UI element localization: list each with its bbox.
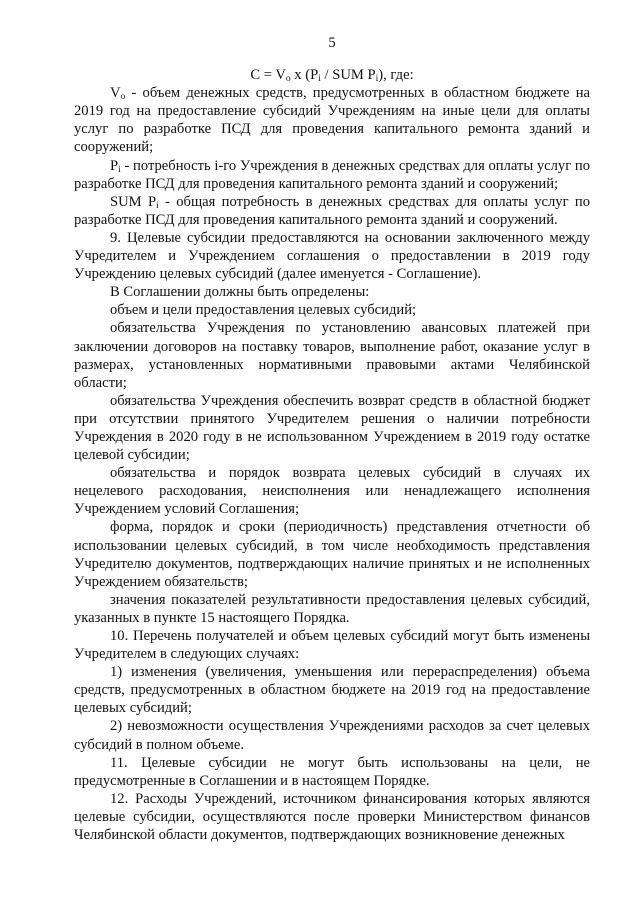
definition-sum: SUM $P_i$ - общая потребность в денежных средствах для оплаты услуг по разработке ПСД для проведения капитального ремонта зданий и сооружений. <box>74 193 590 228</box>
paragraph-9: 9. Целевые субсидии предоставляются на основании заключенного между Учредителем и Учреждением соглашения о предоставлении в 2019 году Учреждению целевых субсидий (далее именуется - Соглашение). <box>74 229 590 283</box>
paragraph-10-case-1: 1) изменения (увеличения, уменьшения или перераспределения) объема средств, предусмотренных в областном бюджете на 2019 год на предоставление целевых субсидий; <box>74 664 590 717</box>
definition-pi: $P_i$ - потребность i-го Учреждения в денежных средствах для оплаты услуг по разработке ПСД для проведения капитального ремонта зданий и сооружений; <box>74 157 590 192</box>
formula: $C = V_o$ х ($P_i$ / SUM $P_i$), где: <box>250 67 414 85</box>
paragraph-item-advance: обязательства Учреждения по установлению авансовых платежей при заключении договоров на поставку товаров, выполнение работ, оказание услуг в размерах, установленных нормативными правовыми актами Челябинской области; <box>74 320 590 391</box>
definition-vo: $V_o$ - объем денежных средств, предусмотренных в областном бюджете на 2019 год на предоставление субсидий Учреждениям на иные цели для оплаты услуг по разработке ПСД для проведения капитального ремонта зданий и сооружений; <box>74 85 590 156</box>
paragraph-agreement-intro: В Соглашении должны быть определены: <box>110 284 370 301</box>
paragraph-item-volume: объем и цели предоставления целевых субсидий; <box>110 302 417 319</box>
paragraph-item-indicators: значения показателей результативности предоставления целевых субсидий, указанных в пункте 15 настоящего Порядка. <box>74 591 590 626</box>
paragraph-item-return: обязательства Учреждения обеспечить возврат средств в областной бюджет при отсутствии принятого Учредителем решения о наличии потребности Учреждения в 2020 году в не использованном Учреждением в 2019 году остатке целевой субсидии; <box>74 392 590 464</box>
paragraph-11: 11. Целевые субсидии не могут быть использованы на цели, не предусмотренные в Соглашении и в настоящем Порядке. <box>74 754 590 789</box>
paragraph-item-refund-order: обязательства и порядок возврата целевых субсидий в случаях их нецелевого расходования, неисполнения или ненадлежащего исполнения Учреждением условий Соглашения; <box>74 465 590 518</box>
paragraph-10: 10. Перечень получателей и объем целевых субсидий могут быть изменены Учредителем в следующих случаях: <box>74 628 590 663</box>
page-number: 5 <box>328 35 336 51</box>
paragraph-12: 12. Расходы Учреждений, источником финансирования которых являются целевые субсидии, осуществляются после проверки Министерством финансов Челябинской области документов, подтверждающих возникновение денежных <box>74 790 590 844</box>
paragraph-10-case-2: 2) невозможности осуществления Учреждениями расходов за счет целевых субсидий в полном объеме. <box>74 718 590 753</box>
paragraph-item-reporting: форма, порядок и сроки (периодичность) представления отчетности об использовании целевых субсидий, в том числе необходимость представления Учредителю документов, подтверждающих наличие принятых и не исполненных Учреждением обязательств; <box>74 519 590 590</box>
